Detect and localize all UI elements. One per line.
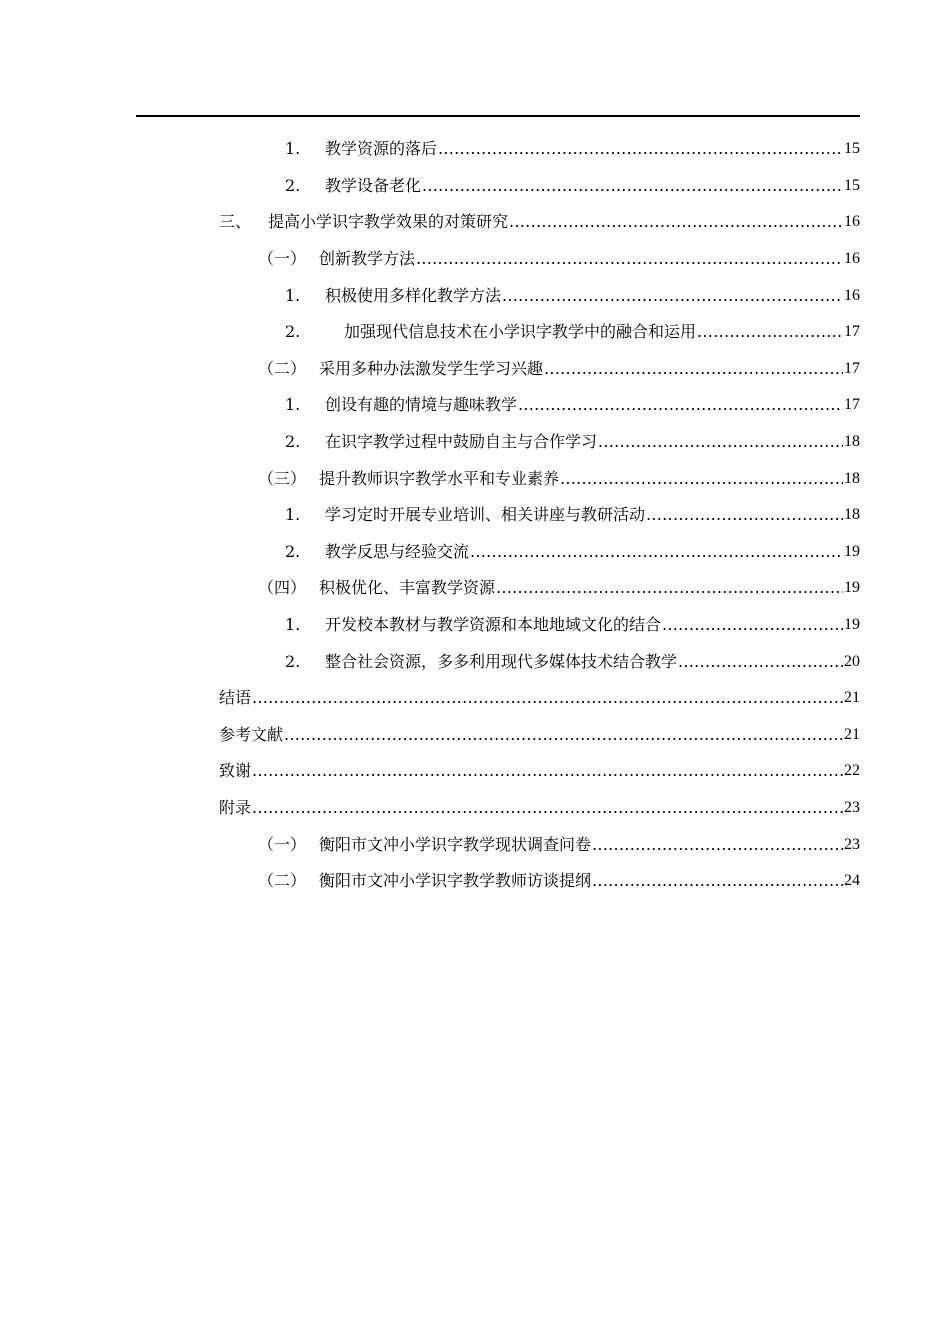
toc-entry-page: 23 bbox=[844, 835, 860, 853]
toc-entry-page: 16 bbox=[844, 286, 860, 304]
toc-entry-title: 创新教学方法 bbox=[319, 249, 416, 269]
toc-entry-page: 19 bbox=[844, 542, 860, 560]
toc-entry-title: 加强现代信息技术在小学识字教学中的融合和运用 bbox=[344, 322, 697, 342]
toc-entry-number: 1. bbox=[285, 285, 301, 305]
toc-entry-number: （二） bbox=[258, 871, 307, 891]
toc-entry-number: 1. bbox=[285, 395, 301, 415]
toc-entry-number: 2. bbox=[285, 432, 301, 452]
dot-leader bbox=[697, 322, 843, 342]
toc-entry-title: 积极使用多样化教学方法 bbox=[325, 285, 502, 305]
toc-entry[interactable] bbox=[0, 753, 950, 790]
toc-entry-title: 积极优化、丰富教学资源 bbox=[319, 578, 496, 598]
dot-leader bbox=[416, 249, 843, 269]
toc-entry-number: （一） bbox=[258, 834, 307, 854]
toc-entry-title: 提升教师识字教学水平和专业素养 bbox=[319, 468, 560, 488]
toc-entry-number: （三） bbox=[258, 468, 307, 488]
toc-entry[interactable] bbox=[0, 680, 950, 717]
toc-entry-number: 2. bbox=[285, 541, 301, 561]
toc-entry-page: 21 bbox=[844, 689, 860, 707]
toc-entry-title: 附录 bbox=[219, 797, 252, 817]
toc-entry-page: 23 bbox=[844, 798, 860, 816]
toc-entry-title: 采用多种办法激发学生学习兴趣 bbox=[319, 358, 544, 378]
dot-leader bbox=[544, 359, 843, 379]
toc-entry-title: 衡阳市文冲小学识字教学教师访谈提纲 bbox=[319, 871, 592, 891]
toc-entry-number: （四） bbox=[258, 578, 307, 598]
toc-entry-number: 2. bbox=[285, 651, 301, 671]
toc-entry[interactable] bbox=[0, 607, 950, 644]
dot-leader bbox=[646, 505, 843, 525]
dot-leader bbox=[592, 871, 843, 891]
dot-leader bbox=[560, 469, 843, 489]
toc-entry-page: 17 bbox=[844, 396, 860, 414]
toc-entry[interactable] bbox=[0, 826, 950, 863]
toc-entry-page: 21 bbox=[844, 725, 860, 743]
toc-entry-title: 教学设备老化 bbox=[325, 175, 422, 195]
toc-entry[interactable] bbox=[0, 497, 950, 534]
toc-entry[interactable] bbox=[0, 424, 950, 461]
toc-entry-title: 教学资源的落后 bbox=[325, 139, 438, 159]
toc-entry[interactable] bbox=[0, 460, 950, 497]
toc-entry-number: 2. bbox=[285, 322, 301, 342]
dot-leader bbox=[678, 652, 843, 672]
toc-entry-title: 在识字教学过程中鼓励自主与合作学习 bbox=[325, 432, 598, 452]
toc-entry-page: 19 bbox=[844, 616, 860, 634]
toc-entry-title: 提高小学识字教学效果的对策研究 bbox=[268, 212, 509, 232]
toc-entry[interactable] bbox=[0, 534, 950, 571]
dot-leader bbox=[438, 139, 843, 159]
dot-leader bbox=[252, 688, 843, 708]
toc-entry[interactable] bbox=[0, 570, 950, 607]
toc-entry-number: 1. bbox=[285, 139, 301, 159]
toc-entry[interactable] bbox=[0, 643, 950, 680]
toc-entry[interactable] bbox=[0, 241, 950, 278]
toc-entry-page: 16 bbox=[844, 213, 860, 231]
toc-entry[interactable] bbox=[0, 863, 950, 900]
dot-leader bbox=[502, 286, 843, 306]
toc-entry-title: 衡阳市文冲小学识字教学现状调查问卷 bbox=[319, 834, 592, 854]
toc-entry-page: 24 bbox=[844, 872, 860, 890]
toc-entry-number: （一） bbox=[258, 249, 307, 269]
toc-entry-number: 1. bbox=[285, 505, 301, 525]
toc-entry-number: （二） bbox=[258, 358, 307, 378]
toc-entry-title: 创设有趣的情境与趣味教学 bbox=[325, 395, 518, 415]
toc-entry[interactable] bbox=[0, 168, 950, 205]
dot-leader bbox=[252, 761, 843, 781]
dot-leader bbox=[422, 176, 843, 196]
dot-leader bbox=[518, 395, 843, 415]
toc-entry[interactable] bbox=[0, 204, 950, 241]
header-rule bbox=[136, 115, 860, 117]
dot-leader bbox=[496, 578, 843, 598]
toc-entry-title: 整合社会资源，多多利用现代多媒体技术结合教学 bbox=[325, 651, 678, 671]
dot-leader bbox=[470, 542, 843, 562]
toc-entry-page: 16 bbox=[844, 250, 860, 268]
toc-entry[interactable] bbox=[0, 131, 950, 168]
toc-entry[interactable] bbox=[0, 314, 950, 351]
toc-entry-title: 教学反思与经验交流 bbox=[325, 541, 470, 561]
toc-entry[interactable] bbox=[0, 717, 950, 754]
toc-entry-page: 17 bbox=[844, 323, 860, 341]
dot-leader bbox=[252, 798, 843, 818]
toc-entry-page: 18 bbox=[844, 506, 860, 524]
toc-entry-page: 15 bbox=[844, 140, 860, 158]
toc-entry-page: 17 bbox=[844, 359, 860, 377]
toc-entry-title: 参考文献 bbox=[219, 724, 284, 744]
toc-entry-title: 致谢 bbox=[219, 761, 252, 781]
toc-entry[interactable] bbox=[0, 790, 950, 827]
toc-entry-title: 结语 bbox=[219, 688, 252, 708]
toc-entry-page: 19 bbox=[844, 579, 860, 597]
toc-entry-number: 三、 bbox=[219, 212, 252, 232]
toc-entry[interactable] bbox=[0, 277, 950, 314]
toc-entry-page: 15 bbox=[844, 176, 860, 194]
toc-entry-page: 18 bbox=[844, 469, 860, 487]
toc-entry-page: 20 bbox=[844, 652, 860, 670]
toc-entry[interactable] bbox=[0, 387, 950, 424]
toc-entry[interactable] bbox=[0, 351, 950, 388]
dot-leader bbox=[284, 725, 843, 745]
table-of-contents bbox=[0, 131, 950, 899]
toc-entry-number: 2. bbox=[285, 175, 301, 195]
toc-entry-page: 22 bbox=[844, 762, 860, 780]
dot-leader bbox=[509, 212, 843, 232]
toc-entry-title: 学习定时开展专业培训、相关讲座与教研活动 bbox=[325, 505, 646, 525]
toc-entry-title: 开发校本教材与教学资源和本地地域文化的结合 bbox=[325, 615, 662, 635]
dot-leader bbox=[598, 432, 843, 452]
toc-entry-page: 18 bbox=[844, 433, 860, 451]
toc-entry-number: 1. bbox=[285, 615, 301, 635]
dot-leader bbox=[592, 835, 843, 855]
dot-leader bbox=[662, 615, 843, 635]
